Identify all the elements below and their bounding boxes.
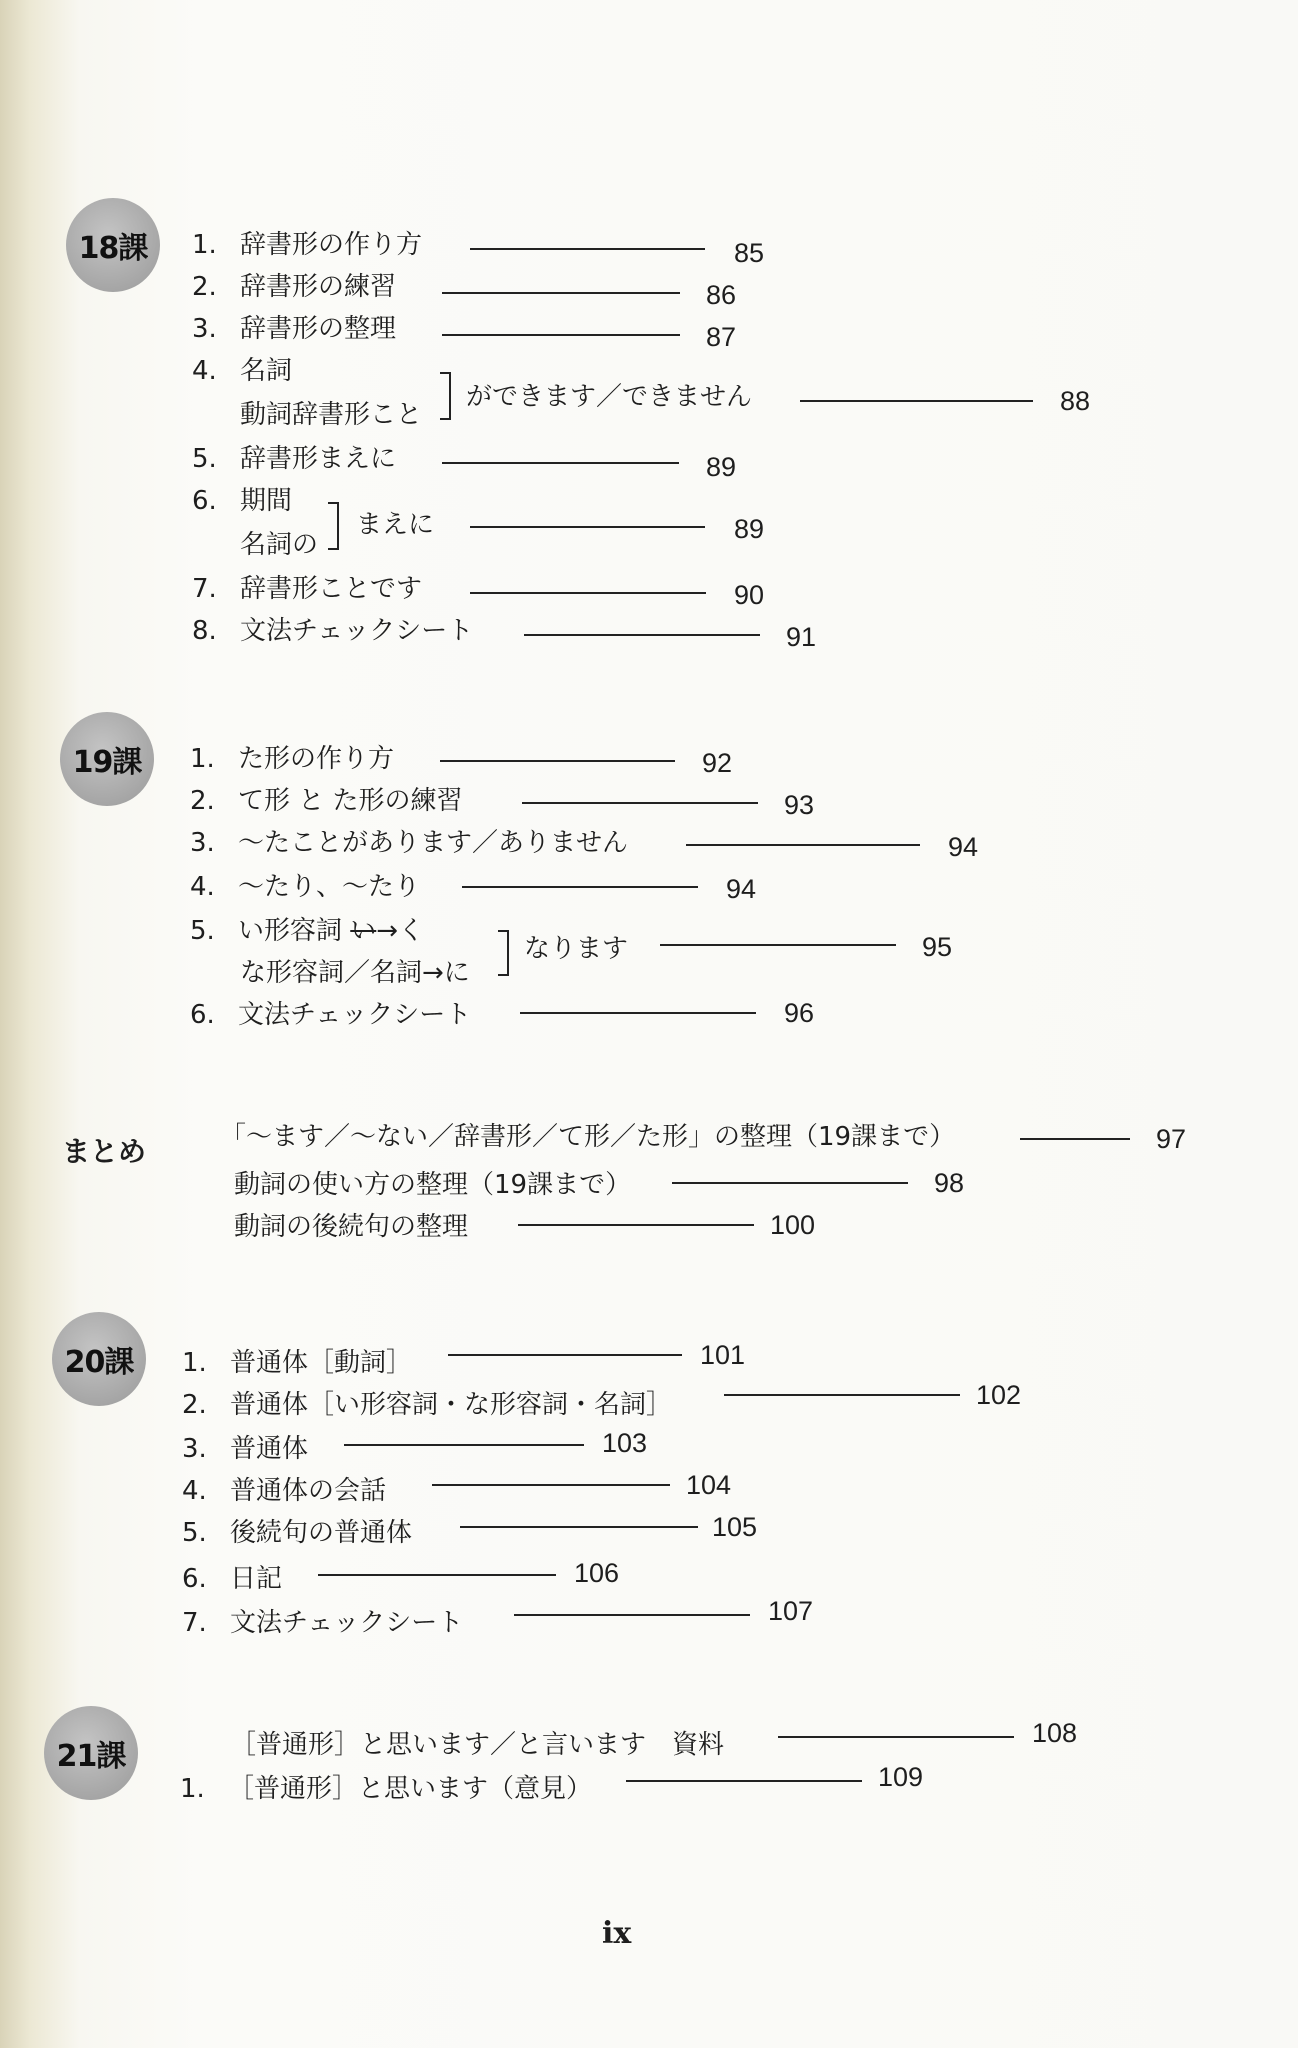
page-number: 95: [922, 932, 953, 962]
leader-line: [442, 462, 679, 464]
page-number: 85: [734, 238, 765, 268]
toc-entry: 1. た形の作り方: [190, 744, 395, 774]
leader-line: [432, 1484, 670, 1486]
page-number: 108: [1032, 1718, 1078, 1748]
page-number: 107: [768, 1596, 814, 1626]
leader-line: [522, 802, 758, 804]
toc-entry-suffix: まえに: [356, 510, 435, 540]
toc-entry: 5. い形容詞 い→く: [190, 916, 425, 946]
leader-line: [470, 526, 705, 528]
leader-line: [686, 844, 920, 846]
page-folio: ix: [602, 1916, 632, 1951]
leader-line: [470, 248, 705, 250]
leader-line: [672, 1182, 908, 1184]
page-number: 102: [976, 1380, 1022, 1410]
leader-line: [442, 292, 680, 294]
toc-entry: 3. 〜たことがあります／ありません: [190, 828, 629, 858]
page-number: 100: [770, 1210, 816, 1240]
leader-line: [724, 1394, 960, 1396]
toc-entry: 1. ［普通形］と思います（意見）: [180, 1774, 593, 1804]
toc-entry: 1. 辞書形の作り方: [192, 230, 423, 260]
page-number: 97: [1156, 1124, 1187, 1154]
toc-entry: 4. 普通体の会話: [182, 1476, 387, 1506]
leader-line: [440, 760, 675, 762]
page-number: 90: [734, 580, 765, 610]
toc-entry: 7. 文法チェックシート: [182, 1608, 464, 1638]
toc-entry: 「〜ます／〜ない／辞書形／て形／た形」の整理（19課まで）: [220, 1122, 956, 1152]
toc-entry: 動詞の後続句の整理: [234, 1212, 469, 1242]
toc-entry: 6. 日記: [182, 1564, 283, 1594]
toc-entry-suffix: なります: [524, 934, 629, 964]
page-number: 98: [934, 1168, 965, 1198]
toc-entry-line2: な形容詞／名詞→に: [240, 958, 470, 988]
page-number: 96: [784, 998, 815, 1028]
page-number: 93: [784, 790, 815, 820]
toc-entry: 2. 普通体［い形容詞・な形容詞・名詞］: [182, 1390, 673, 1420]
leader-line: [318, 1574, 556, 1576]
toc-entry: 6. 期間: [192, 486, 293, 516]
toc-entry-line2: 名詞の: [240, 530, 319, 560]
leader-line: [778, 1736, 1014, 1738]
leader-line: [1020, 1138, 1130, 1140]
page-number: 89: [706, 452, 737, 482]
page-number: 101: [700, 1340, 746, 1370]
leader-line: [514, 1614, 750, 1616]
leader-line: [442, 334, 680, 336]
bracket: [440, 372, 451, 420]
leader-line: [626, 1780, 862, 1782]
toc-entry: 5. 後続句の普通体: [182, 1518, 413, 1548]
toc-entry: 5. 辞書形まえに: [192, 444, 397, 474]
lesson-18-badge: 18課: [66, 198, 160, 292]
leader-line: [448, 1354, 682, 1356]
lesson-20-badge: 20課: [52, 1312, 146, 1406]
page-number: 89: [734, 514, 765, 544]
toc-entry: 3. 普通体: [182, 1434, 309, 1464]
toc-entry: 1. 普通体［動詞］: [182, 1348, 413, 1378]
page-number: 94: [726, 874, 757, 904]
page-number: 109: [878, 1762, 924, 1792]
toc-entry: 4. 名詞: [192, 356, 293, 386]
page-number: 91: [786, 622, 817, 652]
toc-entry: 6. 文法チェックシート: [190, 1000, 472, 1030]
lesson-19-badge: 19課: [60, 712, 154, 806]
toc-entry: 7. 辞書形ことです: [192, 574, 423, 604]
page-number: 104: [686, 1470, 732, 1500]
toc-entry: 3. 辞書形の整理: [192, 314, 397, 344]
bracket: [328, 502, 339, 550]
leader-line: [470, 592, 706, 594]
toc-entry: 4. 〜たり、〜たり: [190, 872, 421, 902]
leader-line: [462, 886, 698, 888]
leader-line: [460, 1526, 698, 1528]
leader-line: [518, 1224, 754, 1226]
toc-entry: ［普通形］と思います／と言います 資料: [230, 1730, 725, 1760]
leader-line: [344, 1444, 584, 1446]
toc-entry-line2: 動詞辞書形こと: [240, 400, 423, 430]
toc-entry: 2. て形 と た形の練習: [190, 786, 463, 816]
page-number: 106: [574, 1558, 620, 1588]
leader-line: [520, 1012, 756, 1014]
page-number: 92: [702, 748, 733, 778]
toc-entry: 2. 辞書形の練習: [192, 272, 397, 302]
page-number: 103: [602, 1428, 648, 1458]
leader-line: [524, 634, 760, 636]
page-number: 94: [948, 832, 979, 862]
leader-line: [800, 400, 1033, 402]
bracket: [498, 930, 509, 976]
lesson-21-badge: 21課: [44, 1706, 138, 1800]
page-number: 87: [706, 322, 737, 352]
leader-line: [660, 944, 896, 946]
page-number: 88: [1060, 386, 1091, 416]
page-number: 105: [712, 1512, 758, 1542]
toc-entry: 8. 文法チェックシート: [192, 616, 474, 646]
toc-entry: 動詞の使い方の整理（19課まで）: [234, 1170, 632, 1200]
toc-entry-suffix: ができます／できません: [466, 382, 753, 412]
summary-label: まとめ: [62, 1135, 147, 1168]
page-number: 86: [706, 280, 737, 310]
